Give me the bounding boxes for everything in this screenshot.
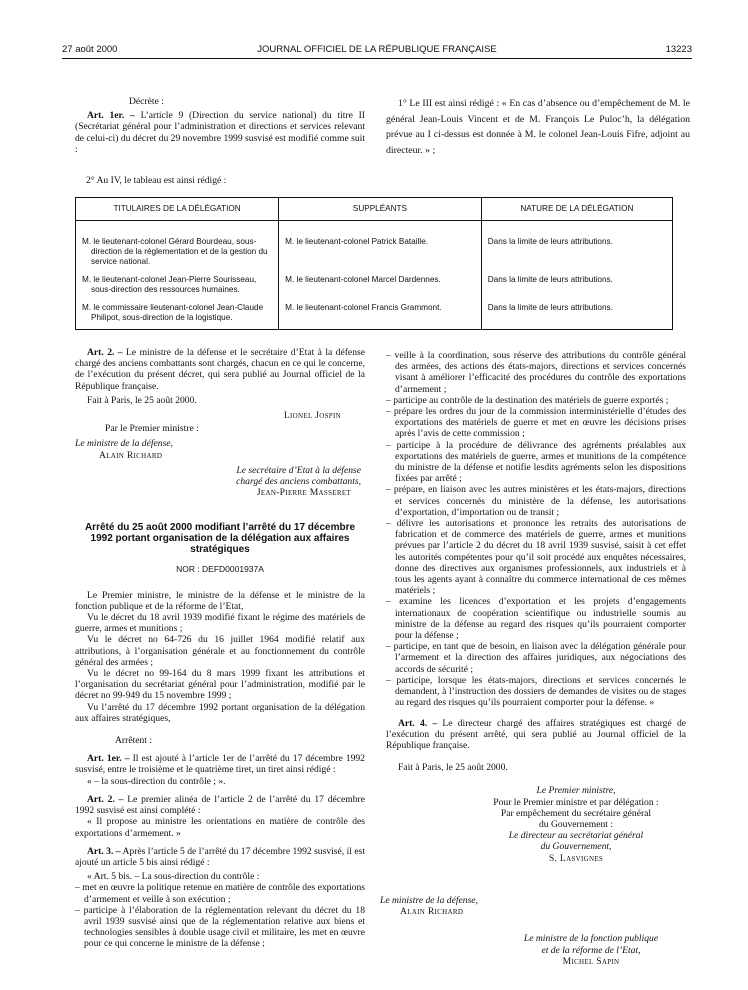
arrete-article-1 bbox=[75, 753, 365, 775]
cell-text: M. le commissaire lieutenant-colonel Jean-Claude Philipot, sous-direction de la logistique. bbox=[82, 303, 264, 322]
dash-item: – participe à la procédure de délivrance des agréments préalables aux exportations des matériels de guerre, armes et munitions de la compétence du ministre de la défense et notifie lesdits agréments selon les dispositions fixées par arrêté ; bbox=[386, 439, 686, 485]
signature-jospin: Lionel Jospin bbox=[283, 410, 341, 422]
article-1 bbox=[75, 110, 365, 155]
fait-a-paris-2: Fait à Paris, le 25 août 2000. bbox=[398, 762, 508, 774]
dash-item: – examine les licences d’exportation et les projets d’engagements internationaux de coopération scientifique ou industrielle soumis au ministre de la défense au regard des risques qu’ils pourraient comporter pour la défense ; bbox=[386, 596, 686, 642]
min-fp-title-2: et de la réforme de l’Etat, bbox=[541, 944, 641, 956]
table-header-row bbox=[76, 198, 672, 221]
visa: Le Premier ministre, le ministre de la défense et le ministre de la fonction publique et de la réforme de l’Etat, bbox=[75, 589, 365, 612]
right-column bbox=[386, 350, 686, 864]
bottom-signatures bbox=[380, 895, 692, 967]
minister-defense-title: Le ministre de la défense, bbox=[75, 438, 173, 450]
paragraph-1: 1° Le III est ainsi rédigé : « En cas d’absence ou d’empêchement de M. le général Jean-Louis Vincent et de M. François Le Puloc’h, la délégation prévue au I ci-dessus est donnée à M. le colonel Jean-Louis Fifre, adjoint au directeur. » ; bbox=[386, 98, 690, 156]
column-header-titulaires: TITULAIRES DE LA DÉLÉGATION bbox=[76, 198, 279, 221]
cell-text: M. le lieutenant-colonel Gérard Bourdeau, sous-direction de la réglementation et de la gestion du service national. bbox=[82, 237, 268, 266]
visas bbox=[75, 590, 365, 724]
pm-line: Par empêchement du secrétaire général bbox=[500, 807, 652, 819]
decrete-line: Décrète : bbox=[129, 96, 164, 107]
top-left-column bbox=[75, 96, 365, 155]
pm-line: du Gouvernement : bbox=[538, 818, 614, 830]
dash-item: – met en œuvre la politique retenue en matière de contrôle des exportations d’armement et veille à son exécution ; bbox=[75, 882, 365, 905]
article-1-label: Art. 1er. – bbox=[87, 110, 135, 122]
arrete-article-3 bbox=[75, 846, 365, 868]
table-cell: Dans la limite de leurs attributions. bbox=[481, 270, 672, 298]
visa: Vu l’arrêté du 17 décembre 1992 portant organisation de la délégation aux affaires stratégiques, bbox=[75, 701, 365, 724]
arrete-article-2-label: Art. 2. – bbox=[87, 793, 124, 805]
table-row bbox=[76, 221, 672, 271]
min-fp-title-1: Le ministre de la fonction publique bbox=[523, 933, 659, 945]
secretary-title-1: Le secrétaire d’Etat à la défense bbox=[236, 464, 361, 476]
arrete-article-1-quote: « – la sous-direction du contrôle ; ». bbox=[87, 775, 226, 787]
table-cell bbox=[76, 221, 279, 271]
nor-reference: NOR : DEFD0001937A bbox=[176, 564, 264, 575]
dash-item: – prépare les ordres du jour de la commission interministérielle d’études des exportations des matériels de guerre et met en œuvre les décisions prises après l’avis de cette commission ; bbox=[386, 406, 686, 440]
table-cell bbox=[76, 298, 279, 329]
min-fp-name: Michel Sapin bbox=[562, 955, 620, 967]
header-page: 13223 bbox=[665, 44, 692, 55]
min-defense-name: Alain Richard bbox=[400, 906, 464, 918]
director-title-2: du Gouvernement, bbox=[540, 841, 612, 853]
arrete-article-3-label: Art. 3. – bbox=[87, 845, 121, 857]
visa: Vu le décret no 99-164 du 8 mars 1999 fixant les attributions et l’organisation du secrétariat général pour l’administration, modifié par le décret no 99-949 du 15 novembre 1999 ; bbox=[75, 668, 365, 702]
pm-title: Le Premier ministre, bbox=[536, 785, 616, 797]
pm-line: Pour le Premier ministre et par délégation : bbox=[493, 796, 659, 808]
arrete-article-1-text: Il est ajouté à l’article 1er de l’arrêté du 17 décembre 1992 susvisé, entre le troisième et le quatrième tiret, un tiret ainsi rédigé : bbox=[75, 753, 365, 776]
table-cell: M. le lieutenant-colonel Marcel Dardennes. bbox=[279, 270, 482, 298]
arrete-article-4 bbox=[386, 718, 686, 752]
director-title-1: Le directeur au secrétariat général bbox=[508, 830, 644, 842]
table-cell: M. le lieutenant-colonel Francis Grammont. bbox=[279, 298, 482, 329]
dash-item: – veille à la coordination, sous réserve des attributions du contrôle général des armées, des actions des états-majors, directions et services concernés visant à améliorer l’efficacité des procédures du contrôle des exportations d’armement ; bbox=[386, 350, 686, 395]
dash-item: – participe à l’élaboration de la réglementation relevant du décret du 18 avril 1939 susvisé ainsi que de la réglementation relative aux biens et technologies sensibles à double usage civil et militaire, les met en œuvre pour ce qui concerne le ministre de la défense ; bbox=[75, 904, 365, 950]
arrete-title: Arrêté du 25 août 2000 modifiant l’arrêté du 17 décembre 1992 portant organisation de la délégation aux affaires stratégiques bbox=[84, 522, 356, 556]
director-name: S. Lasvignes bbox=[548, 852, 604, 864]
article-2 bbox=[75, 347, 365, 392]
table-cell bbox=[76, 270, 279, 298]
header-date: 27 août 2000 bbox=[62, 44, 118, 55]
arrete-article-2-text: Le premier alinéa de l’article 2 de l’arrêté du 17 décembre 1992 susvisé est ainsi complété : bbox=[75, 793, 365, 817]
secretary-name: Jean-Pierre Masseret bbox=[256, 487, 351, 499]
dash-item: – prépare, en liaison avec les autres ministères et les états-majors, directions et services concernés du ministère de la défense, les autorisations d’exportation, d’importation ou de transit ; bbox=[386, 484, 686, 518]
arrete-article-4-label: Art. 4. – bbox=[398, 717, 438, 729]
page-header bbox=[62, 44, 692, 59]
dash-item: – participe au contrôle de la destination des matériels de guerre exportés ; bbox=[386, 394, 669, 406]
dash-item: – participe, en tant que de besoin, en liaison avec la délégation générale pour l’armement et la direction des affaires juridiques, aux négociations des accords de sécurité ; bbox=[386, 641, 686, 675]
arrete-article-2-quote: « Il propose au ministre les orientations en matière de contrôle des exportations d’armement. » bbox=[75, 816, 365, 839]
arrete-article-4-text: Le directeur chargé des affaires stratégiques est chargé de l’exécution du présent arrêté, qui sera publié au Journal officiel de la République française. bbox=[386, 717, 686, 751]
arrete-article-2 bbox=[75, 794, 365, 816]
header-title: JOURNAL OFFICIEL DE LA RÉPUBLIQUE FRANÇAISE bbox=[257, 44, 497, 55]
dash-item: – délivre les autorisations et prononce les retraits des autorisations de fabrication et de commerce des matériels de guerre, armes et munitions prévues par l’article 2 du décret du 18 avril 1939 susvisé, saisit à cet effet les autorités compétentes pour qu’il soit procédé aux enquêtes nécessaires, donne des directives aux organismes professionnels, aux industriels et à tous les agents ayant à connaître du commerce international de ces mêmes matériels ; bbox=[386, 518, 686, 597]
table-row bbox=[76, 298, 672, 329]
minister-defense-name: Alain Richard bbox=[99, 449, 163, 461]
arrete-article-1-label: Art. 1er. – bbox=[87, 753, 130, 765]
table-cell: M. le lieutenant-colonel Patrick Bataille. bbox=[279, 221, 482, 271]
dash-item: – participe, lorsque les états-majors, directions et services concernés le demandent, à l’instruction des dossiers de demandes de visites ou de stages au regard des risques qu’ils pourraient comporter pour la défense. » bbox=[386, 674, 686, 709]
article-5-bis-heading: « Art. 5 bis. – La sous-direction du contrôle : bbox=[87, 871, 260, 883]
table-row bbox=[76, 270, 672, 298]
column-header-nature: NATURE DE LA DÉLÉGATION bbox=[481, 198, 672, 221]
paragraph-2: 2° Au IV, le tableau est ainsi rédigé : bbox=[86, 175, 227, 186]
min-fp-block bbox=[380, 933, 692, 967]
article-2-label: Art. 2. – bbox=[87, 347, 123, 358]
visa: Vu le décret no 64-726 du 16 juillet 1964 modifié relatif aux attributions, à l’organisation générale et au fonctionnement du contrôle général des armées ; bbox=[75, 634, 365, 668]
table-cell: Dans la limite de leurs attributions. bbox=[481, 298, 672, 329]
visa: Vu le décret du 18 avril 1939 modifié fixant le régime des matériels de guerre, armes et munitions ; bbox=[75, 612, 365, 635]
arretent-line: Arrêtent : bbox=[115, 735, 153, 747]
cell-text: M. le lieutenant-colonel Jean-Pierre Sourisseau, sous-direction des ressources humaines. bbox=[82, 275, 257, 294]
fait-a-paris: Fait à Paris, le 25 août 2000. bbox=[87, 394, 197, 406]
min-defense-title: Le ministre de la défense, bbox=[380, 895, 478, 906]
left-column bbox=[75, 347, 365, 950]
delegation-table bbox=[75, 197, 673, 330]
par-premier-ministre: Par le Premier ministre : bbox=[105, 423, 199, 435]
article-1-text: L’article 9 (Direction du service national) du titre II (Secrétariat général pour l’administration et directions et services relevant de celui-ci) du décret du 29 novembre 1999 susvisé est modifié comme suit : bbox=[75, 110, 365, 155]
arrete-article-3-text: Après l’article 5 de l’arrêté du 17 décembre 1992 susvisé, il est ajouté un article 5 bis ainsi rédigé : bbox=[75, 845, 365, 868]
article-2-text: Le ministre de la défense et le secrétaire d’Etat à la défense chargé des anciens combattants sont chargés, chacun en ce qui le concerne, de l’exécution du présent décret, qui sera publié au Journal officiel de la République française. bbox=[75, 347, 365, 392]
secretary-title-2: chargé des anciens combattants, bbox=[236, 476, 361, 488]
column-header-suppleants: SUPPLÉANTS bbox=[279, 198, 482, 221]
top-right-column bbox=[386, 96, 690, 158]
table-cell: Dans la limite de leurs attributions. bbox=[481, 221, 672, 271]
pm-signature-block bbox=[386, 785, 686, 863]
